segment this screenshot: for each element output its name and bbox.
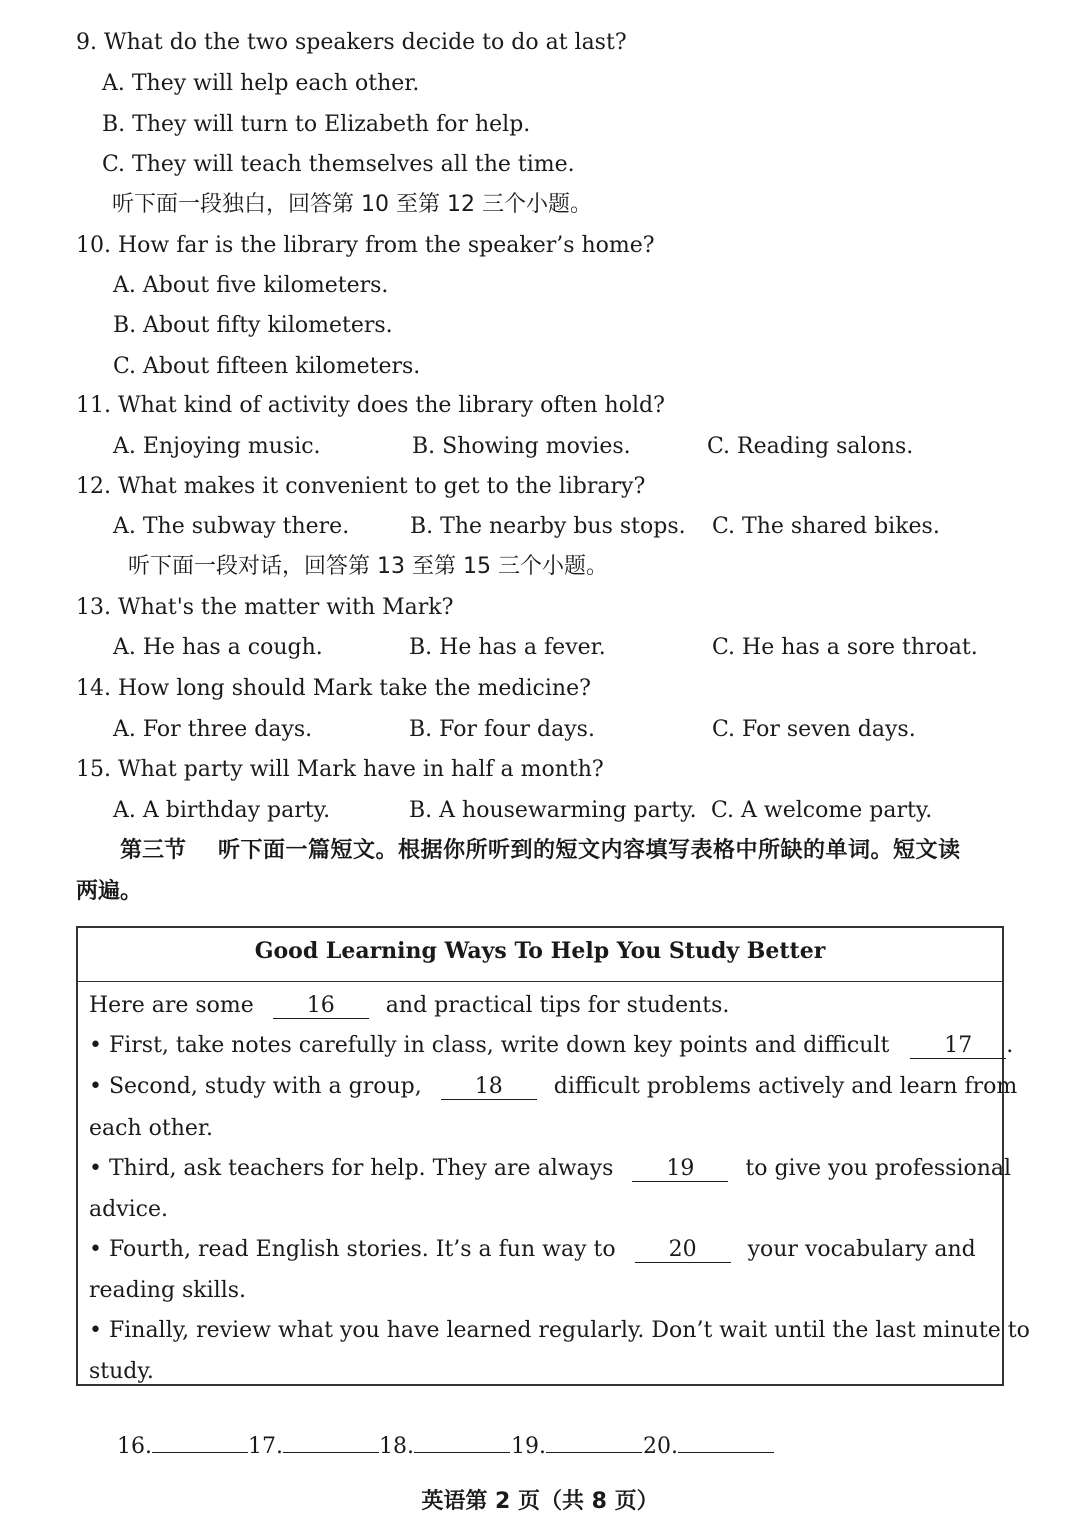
question-15-stem: 15. What party will Mark have in half a month?: [76, 757, 604, 782]
question-14-option-b: B. For four days.: [409, 717, 595, 742]
question-15-option-c: C. A welcome party.: [711, 798, 933, 823]
question-10-stem: 10. How far is the library from the speaker’s home?: [76, 233, 655, 258]
answer-16: [117, 1430, 248, 1462]
table-second-post: difficult problems actively and learn from: [553, 1074, 1018, 1099]
section-3-instruction: 听下面一篇短文。根据你所听到的短文内容填写表格中所缺的单词。短文读: [218, 838, 961, 863]
question-12-stem: 12. What makes it convenient to get to the library?: [76, 474, 646, 499]
table-third-line: [89, 1154, 1011, 1184]
question-9-option-c: C. They will teach themselves all the time.: [102, 152, 575, 177]
question-12-option-a: A. The subway there.: [113, 514, 350, 539]
question-13-option-a: A. He has a cough.: [113, 635, 323, 660]
table-second-cont: each other.: [89, 1116, 213, 1141]
answer-20-label: 20.: [643, 1434, 678, 1459]
table-first-pre: • First, take notes carefully in class, write down key points and difficult: [89, 1033, 890, 1058]
question-10-option-b: B. About fifty kilometers.: [113, 313, 393, 338]
question-11-stem: 11. What kind of activity does the library often hold?: [76, 393, 665, 418]
question-9-option-a: A. They will help each other.: [102, 71, 420, 96]
question-11-option-b: B. Showing movies.: [412, 434, 631, 459]
table-intro-post: and practical tips for students.: [385, 993, 730, 1018]
question-14-option-c: C. For seven days.: [712, 717, 916, 742]
table-fourth-line: [89, 1235, 976, 1265]
question-12-option-c: C. The shared bikes.: [712, 514, 940, 539]
blank-17: 17: [910, 1034, 1006, 1059]
table-third-cont: advice.: [89, 1197, 168, 1222]
answer-20-field[interactable]: [678, 1430, 774, 1453]
answer-18-label: 18.: [379, 1434, 414, 1459]
answer-19: [511, 1430, 642, 1462]
question-12-option-b: B. The nearby bus stops.: [410, 514, 686, 539]
table-fourth-cont: reading skills.: [89, 1278, 247, 1303]
answer-16-field[interactable]: [152, 1430, 248, 1453]
table-third-pre: • Third, ask teachers for help. They are always: [89, 1156, 614, 1181]
question-11-option-a: A. Enjoying music.: [113, 434, 321, 459]
table-second-line: [89, 1072, 1017, 1102]
table-title: Good Learning Ways To Help You Study Better: [78, 928, 1002, 982]
question-9-option-b: B. They will turn to Elizabeth for help.: [102, 112, 531, 137]
question-15-option-b: B. A housewarming party.: [409, 798, 697, 823]
question-13-option-b: B. He has a fever.: [409, 635, 606, 660]
question-14-stem: 14. How long should Mark take the medicine?: [76, 676, 591, 701]
instruction-monologue: 听下面一段独白，回答第 10 至第 12 三个小题。: [112, 192, 592, 217]
question-9-stem: 9. What do the two speakers decide to do at last?: [76, 30, 627, 55]
answer-17: [248, 1430, 379, 1462]
section-3-instruction-cont: 两遍。: [76, 879, 143, 904]
section-3-label: 第三节: [120, 838, 187, 863]
answer-20: [643, 1430, 774, 1462]
answer-19-field[interactable]: [546, 1430, 642, 1453]
answer-18: [379, 1430, 510, 1462]
question-11-option-c: C. Reading salons.: [707, 434, 914, 459]
table-first-post: .: [1006, 1033, 1014, 1058]
blank-19: 19: [632, 1157, 728, 1182]
answer-17-field[interactable]: [283, 1430, 379, 1453]
table-finally-cont: study.: [89, 1359, 154, 1384]
table-second-pre: • Second, study with a group,: [89, 1074, 422, 1099]
instruction-dialogue: 听下面一段对话，回答第 13 至第 15 三个小题。: [128, 554, 608, 579]
question-10-option-c: C. About fifteen kilometers.: [113, 354, 421, 379]
question-13-option-c: C. He has a sore throat.: [712, 635, 978, 660]
table-intro-pre: Here are some: [89, 993, 254, 1018]
answer-17-label: 17.: [248, 1434, 283, 1459]
blank-18: 18: [441, 1075, 537, 1100]
question-14-option-a: A. For three days.: [113, 717, 313, 742]
answer-18-field[interactable]: [414, 1430, 510, 1453]
table-first-line: [89, 1031, 1013, 1061]
answer-19-label: 19.: [511, 1434, 546, 1459]
table-finally-line: • Finally, review what you have learned regularly. Don’t wait until the last minute to: [89, 1318, 1030, 1343]
blank-20: 20: [635, 1238, 731, 1263]
page-footer: 英语第 2 页（共 8 页）: [421, 1489, 659, 1514]
table-third-post: to give you professional: [745, 1156, 1012, 1181]
table-fourth-pre: • Fourth, read English stories. It’s a fun way to: [89, 1237, 616, 1262]
table-fourth-post: your vocabulary and: [747, 1237, 976, 1262]
question-13-stem: 13. What's the matter with Mark?: [76, 595, 454, 620]
question-15-option-a: A. A birthday party.: [113, 798, 331, 823]
table-intro-line: [89, 991, 729, 1021]
blank-16: 16: [273, 994, 369, 1019]
answer-16-label: 16.: [117, 1434, 152, 1459]
question-10-option-a: A. About five kilometers.: [113, 273, 389, 298]
